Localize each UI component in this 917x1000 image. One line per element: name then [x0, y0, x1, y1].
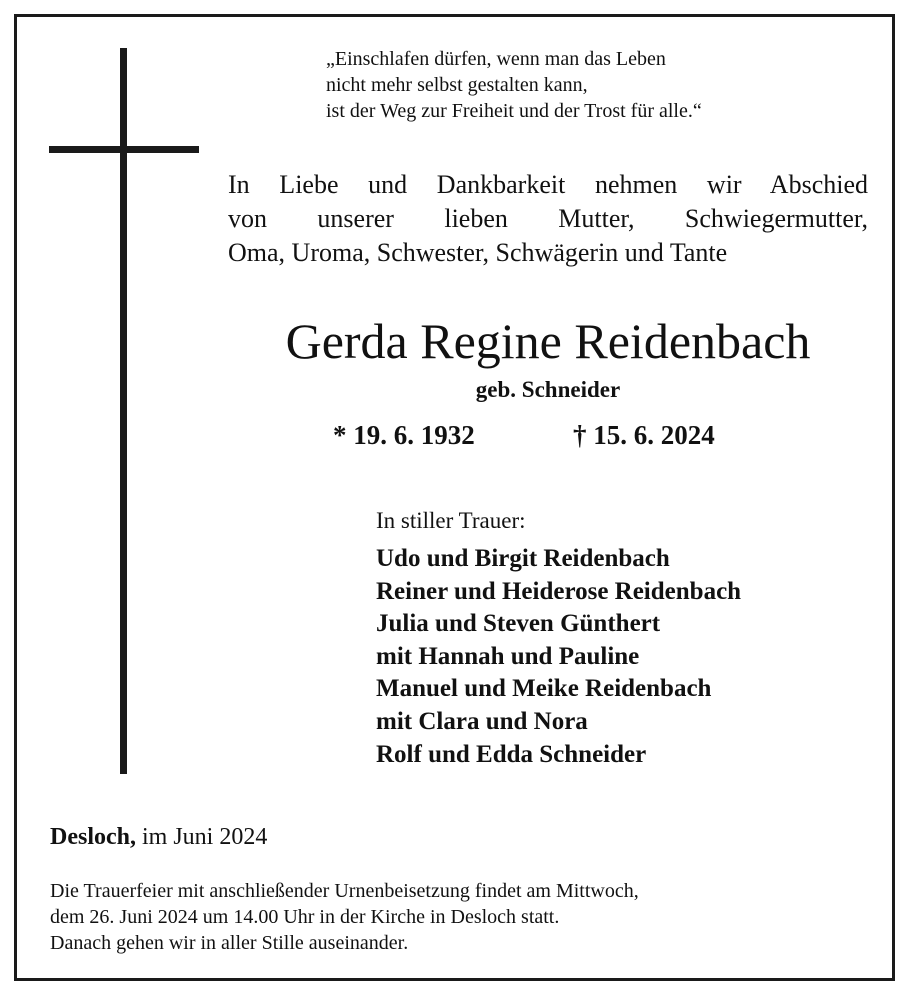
intro-line: von unserer lieben Mutter, Schwiegermutter, [228, 204, 868, 233]
quote [326, 46, 702, 124]
service-line: Danach gehen wir in aller Stille auseinander. [50, 932, 409, 954]
month-year: im Juni 2024 [142, 824, 268, 850]
quote-line: nicht mehr selbst gestalten kann, [326, 74, 588, 96]
cross-vertical-bar [120, 48, 127, 774]
mourner-line: Udo und Birgit Reidenbach [376, 545, 670, 572]
mourners-list [376, 543, 741, 771]
mourner-line: Rolf und Edda Schneider [376, 740, 647, 768]
birth-name: geb. Schneider [475, 377, 621, 402]
place-date [50, 824, 267, 851]
cross-horizontal-bar [49, 146, 199, 153]
mourner-line: Manuel und Meike Reidenbach [376, 675, 712, 703]
mourner-line: mit Hannah und Pauline [376, 642, 640, 670]
birth-date: * 19. 6. 1932 [333, 420, 475, 450]
town: Desloch, [50, 824, 136, 850]
service-line: dem 26. Juni 2024 um 14.00 Uhr in der Kirche in Desloch statt. [50, 906, 560, 928]
service-line: Die Trauerfeier mit anschließender Urnenbeisetzung findet am Mittwoch, [50, 880, 639, 902]
quote-line: ist der Weg zur Freiheit und der Trost für alle.“ [326, 100, 702, 122]
intro-line: In Liebe und Dankbarkeit nehmen wir Abschied [228, 170, 868, 199]
service-info [50, 878, 639, 956]
deceased-name: Gerda Regine Reidenbach [285, 313, 811, 369]
mourner-line: Julia und Steven Günthert [376, 610, 661, 638]
mourners-label: In stiller Trauer: [376, 508, 526, 533]
death-date: † 15. 6. 2024 [573, 420, 715, 450]
quote-line: „Einschlafen dürfen, wenn man das Leben [326, 48, 666, 70]
mourner-line: Reiner und Heiderose Reidenbach [376, 577, 742, 605]
intro-text [228, 168, 868, 270]
intro-line: Oma, Uroma, Schwester, Schwägerin und Tante [228, 238, 728, 267]
mourner-line: mit Clara und Nora [376, 707, 588, 735]
